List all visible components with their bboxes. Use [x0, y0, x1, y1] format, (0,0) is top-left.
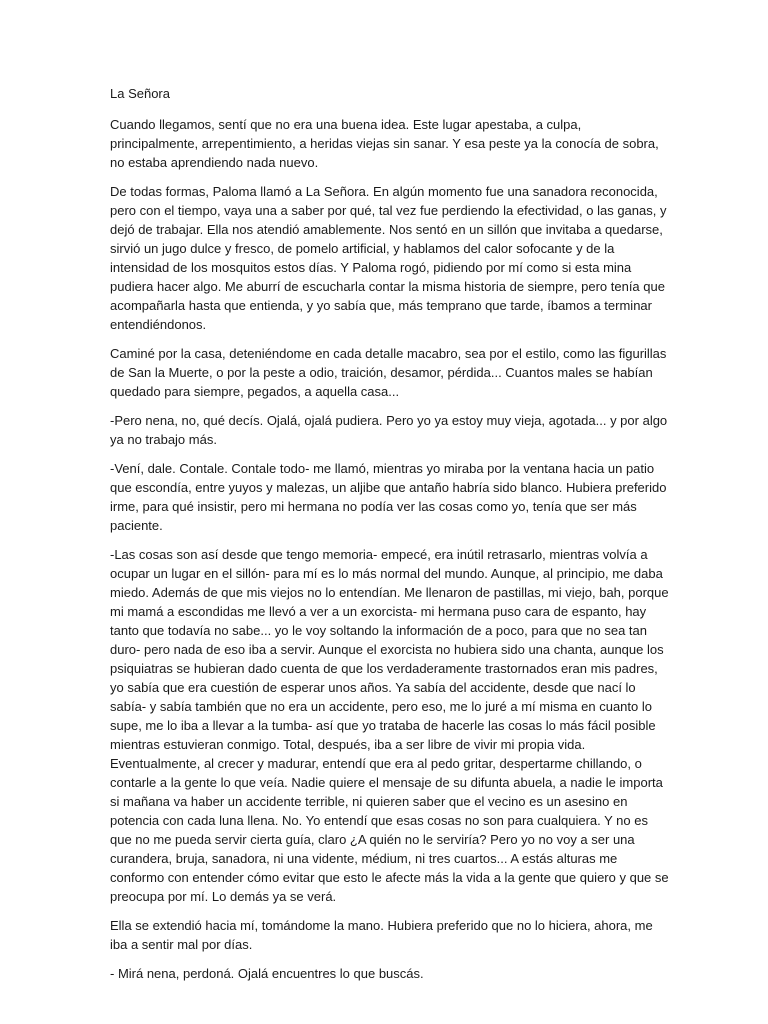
- paragraph-1: Cuando llegamos, sentí que no era una buena idea. Este lugar apestaba, a culpa, principalmente, arrepentimiento, a heridas viejas sin sanar. Y esa peste ya la conocía de sobra, no estaba aprendiendo nada nuevo.: [110, 117, 659, 170]
- paragraph-5: -Vení, dale. Contale. Contale todo- me llamó, mientras yo miraba por la ventana hacia un patio que escondía, entre yuyos y malezas, un aljibe que antaño habría sido blanco. Hubiera preferido irme, para qué insistir, pero mi hermana no podía ver las cosas como yo, tenía que ser más paciente.: [110, 461, 667, 533]
- paragraph-7: Ella se extendió hacia mí, tomándome la mano. Hubiera preferido que no lo hiciera, ahora, me iba a sentir mal por días.: [110, 918, 653, 952]
- paragraph-4: -Pero nena, no, qué decís. Ojalá, ojalá pudiera. Pero yo ya estoy muy vieja, agotada... y por algo ya no trabajo más.: [110, 413, 668, 447]
- document-page: [110, 84, 670, 993]
- document-title: La Señora: [110, 86, 170, 101]
- paragraph-8: - Mirá nena, perdoná. Ojalá encuentres lo que buscás.: [110, 966, 424, 981]
- paragraph-2: De todas formas, Paloma llamó a La Señora. En algún momento fue una sanadora reconocida, pero con el tiempo, vaya una a saber por qué, tal vez fue perdiendo la efectividad, o las ganas, y dejó de trabajar. Ella nos atendió amablemente. Nos sentó en un sillón que invitaba a quedarse, sirvió un jugo dulce y fresco, de pomelo artificial, y hablamos del calor sofocante y de la intensidad de los mosquitos estos días. Y Paloma rogó, pidiendo por mí como si esta mina pudiera hacer algo. Me aburrí de escucharla contar la misma historia de siempre, pero tenía que acompañarla hasta que entienda, y yo sabía que, más temprano que tarde, íbamos a terminar entendiéndonos.: [110, 184, 667, 332]
- paragraph-6: -Las cosas son así desde que tengo memoria- empecé, era inútil retrasarlo, mientras volvía a ocupar un lugar en el sillón- para mí es lo más normal del mundo. Aunque, al principio, me daba miedo. Además de que mis viejos no lo entendían. Me llenaron de pastillas, mi viejo, bah, porque mi mamá a escondidas me llevó a ver a un exorcista- mi hermana puso cara de espanto, hay tanto que todavía no sabe... yo le voy soltando la información de a poco, para que no sea tan duro- pero nada de eso iba a servir. Aunque el exorcista no hubiera sido una chanta, aunque los psiquiatras se hubieran dado cuenta de que los verdaderamente trastornados eran mis padres, yo sabía que era cuestión de esperar unos años. Ya sabía del accidente, desde que nací lo sabía- y sabía también que no era un accidente, pero eso, me lo juré a mí misma en cuanto lo supe, me lo iba a llevar a la tumba- así que yo trataba de hacerle las cosas lo más fácil posible mientras estuvieran conmigo. Total, después, iba a ser libre de vivir mi propia vida. Eventualmente, al crecer y madurar, entendí que era al pedo gritar, despertarme chillando, o contarle a la gente lo que veía. Nadie quiere el mensaje de su difunta abuela, a nadie le importa si mañana va haber un accidente terrible, ni quieren saber que el vecino es un asesino en potencia con cada luna llena. No. Yo entendí que esas cosas no son para cualquiera. Y no es que no me pueda servir cierta guía, claro ¿A quién no le serviría? Pero yo no voy a ser una curandera, bruja, sanadora, ni una vidente, médium, ni tres cuartos... A estás alturas me conformo con entender cómo evitar que esto le afecte más la vida a la gente que quiero y que se preocupa por mí. Lo demás ya se verá.: [110, 547, 669, 904]
- paragraph-3: Caminé por la casa, deteniéndome en cada detalle macabro, sea por el estilo, como las figurillas de San la Muerte, o por la peste a odio, traición, desamor, pérdida... Cuantos males se habían quedado para siempre, pegados, a aquella casa...: [110, 346, 667, 399]
